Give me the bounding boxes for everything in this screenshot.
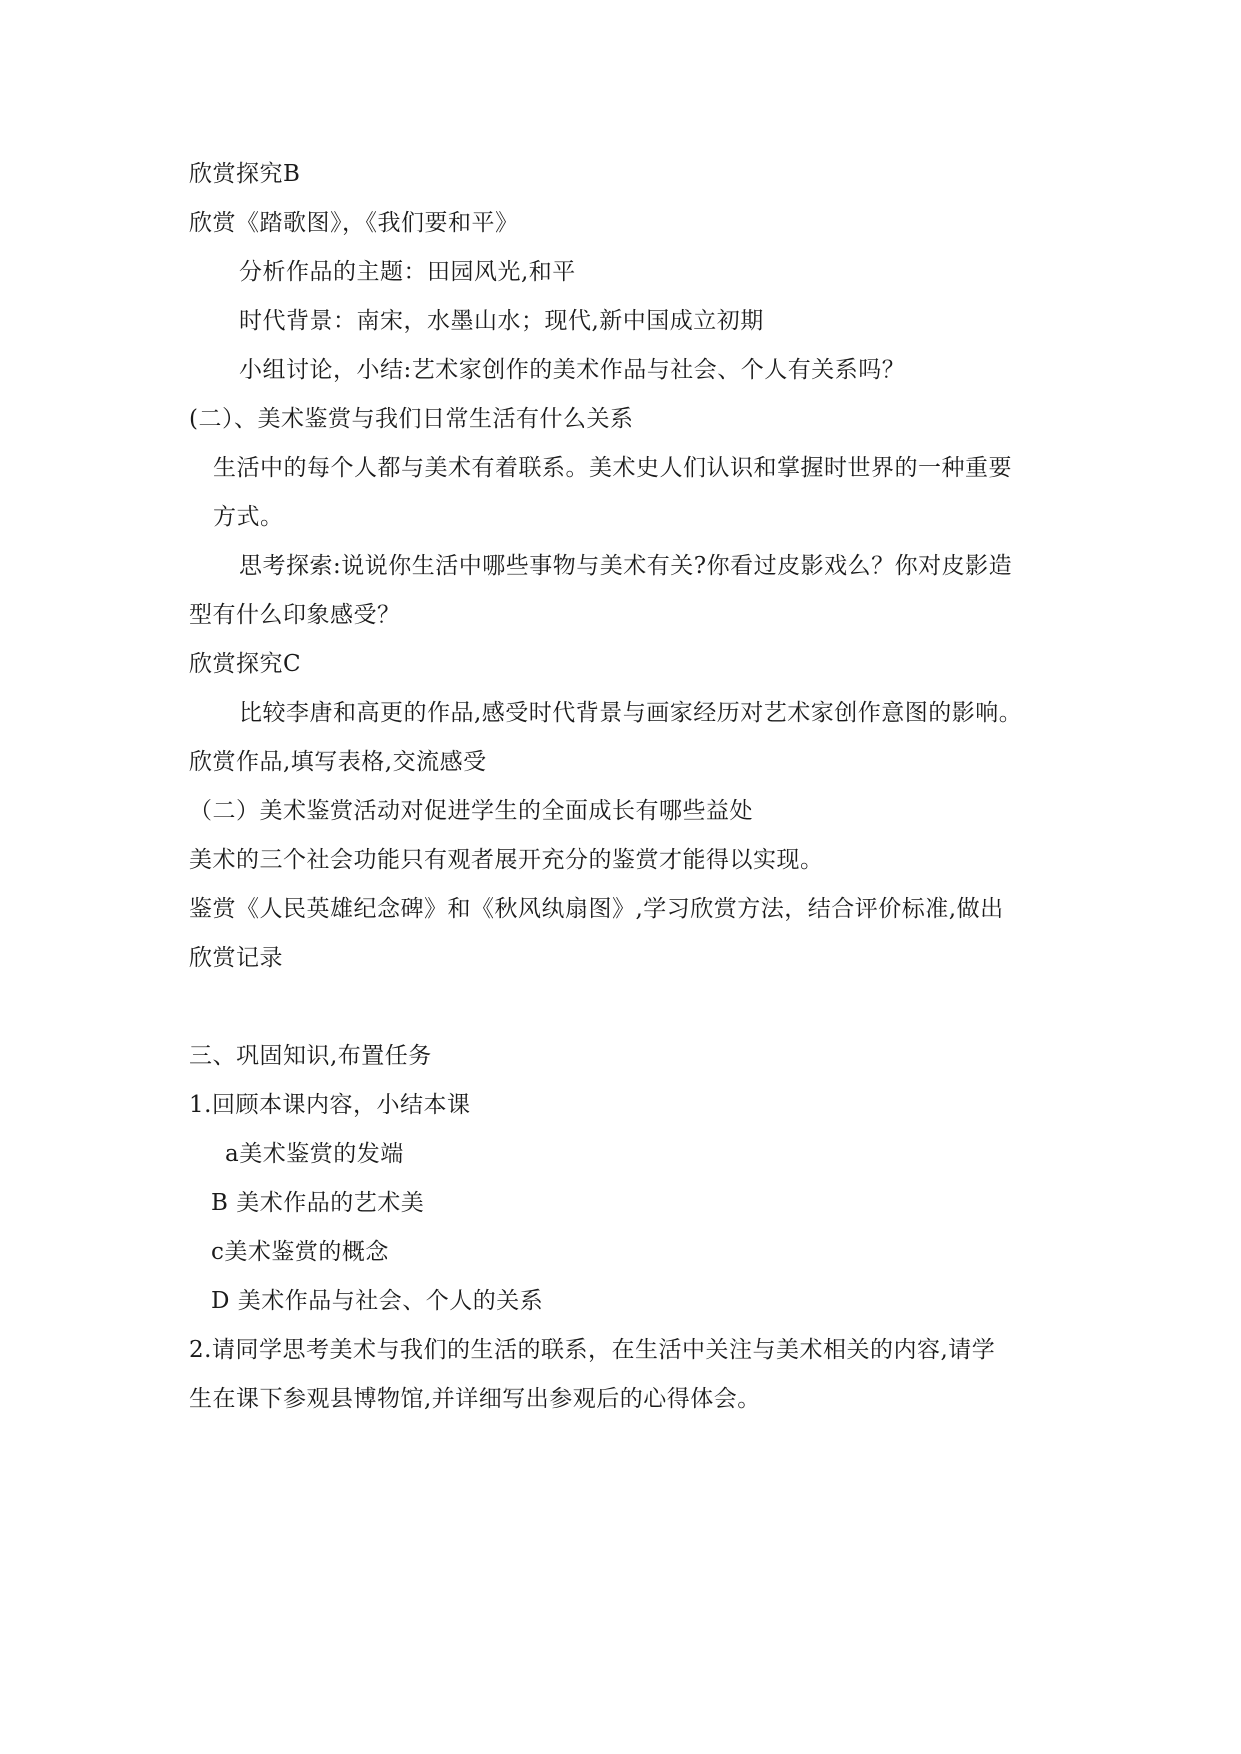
text-line: 欣赏记录	[189, 945, 283, 971]
list-item: c美术鉴赏的概念	[211, 1239, 389, 1265]
section-heading: (二）、美术鉴赏与我们日常生活有什么关系	[189, 406, 634, 432]
text-line: 欣赏《踏歌图》，《我们要和平》	[189, 210, 519, 236]
list-item: a美术鉴赏的发端	[225, 1141, 404, 1167]
text-line: 思考探索:说说你生活中哪些事物与美术有关?你看过皮影戏么？你对皮影造	[239, 553, 1013, 579]
text-line: 欣赏探究B	[189, 161, 301, 187]
text-line: 比较李唐和高更的作品,感受时代背景与画家经历对艺术家创作意图的影响。	[239, 700, 1023, 726]
text-line: 型有什么印象感受？	[189, 602, 401, 628]
list-item: 1.回顾本课内容，小结本课	[189, 1092, 471, 1118]
text-line: 时代背景：南宋，水墨山水；现代,新中国成立初期	[239, 308, 764, 334]
text-line: 鉴赏《人民英雄纪念碑》和《秋风纨扇图》,学习欣赏方法，结合评价标准,做出	[189, 896, 1004, 922]
text-line: 方式。	[213, 504, 284, 530]
list-item: B 美术作品的艺术美	[211, 1190, 425, 1216]
section-heading: 三、巩固知识,布置任务	[189, 1043, 432, 1069]
text-line: 生活中的每个人都与美术有着联系。美术史人们认识和掌握时世界的一种重要	[213, 455, 1012, 481]
text-line: 生在课下参观县博物馆,并详细写出参观后的心得体会。	[189, 1386, 761, 1412]
text-line: 小组讨论，小结:艺术家创作的美术作品与社会、个人有关系吗？	[239, 357, 906, 383]
text-line: 欣赏探究C	[189, 651, 302, 677]
text-line: 欣赏作品,填写表格,交流感受	[189, 749, 487, 775]
list-item: 2.请同学思考美术与我们的生活的联系，在生活中关注与美术相关的内容,请学	[189, 1337, 996, 1363]
section-heading: （二）美术鉴赏活动对促进学生的全面成长有哪些益处	[189, 798, 753, 824]
text-line: 分析作品的主题：田园风光,和平	[239, 259, 576, 285]
list-item: D 美术作品与社会、个人的关系	[211, 1288, 544, 1314]
text-line: 美术的三个社会功能只有观者展开充分的鉴赏才能得以实现。	[189, 847, 824, 873]
